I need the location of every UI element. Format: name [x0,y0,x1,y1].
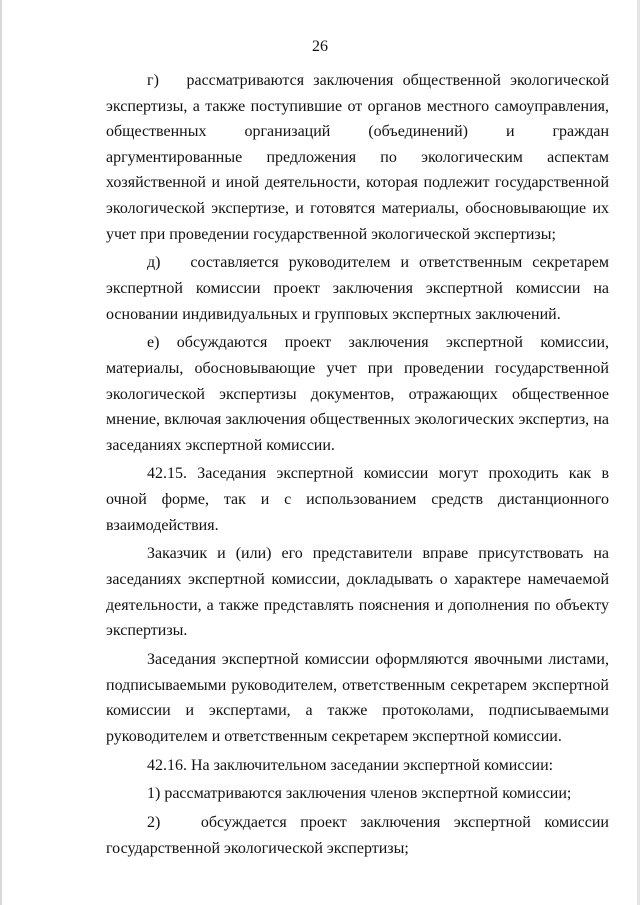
paragraph-item-1: 1) рассматриваются заключения членов экспертной комиссии; [147,785,572,803]
document-body [106,68,609,865]
paragraph-customer-presence: Заказчик и (или) его представители вправе присутствовать на заседаниях экспертной комиссии, докладывать о характере намечаемой деятельности, а также представлять пояснения и дополнения по объекту экспертизы. [106,545,609,640]
paragraph-meeting-records: Заседания экспертной комиссии оформляются явочными листами, подписываемыми руководителем, ответственным секретарем экспертной комиссии и экспертами, а также протоколами, подписываемыми руководителем и ответственным секретарем экспертной комиссии. [106,651,609,745]
paragraph-item-e: е) обсуждаются проект заключения экспертной комиссии, материалы, обосновывающие учет при проведении государственной экологической экспертизы документов, отражающих общественное мнение, включая заключения общественных экологических экспертиз, на заседаниях экспертной комиссии. [106,334,609,454]
scan-edge-left [0,0,2,905]
paragraph-clause-42-16: 42.16. На заключительном заседании экспертной комиссии: [147,756,554,774]
page-number: 26 [312,38,328,55]
paragraph-item-2: 2) обсуждается проект заключения экспертной комиссии государственной экологической экспертизы; [106,814,609,857]
paragraph-item-d: д) составляется руководителем и ответственным секретарем экспертной комиссии проект заключения экспертной комиссии на основании индивидуальных и групповых экспертных заключений. [106,254,609,323]
paragraph-clause-42-15: 42.15. Заседания экспертной комиссии могут проходить как в очной форме, так и с использованием средств дистанционного взаимодействия. [106,465,609,534]
paragraph-item-g: г) рассматриваются заключения общественной экологической экспертизы, а также поступившие от органов местного самоуправления, общественных организаций (объединений) и граждан аргументированные предложения по экологическим аспектам хозяйственной и иной деятельности, которая подлежит государственной экологической экспертизе, и готовятся материалы, обосновывающие их учет при проведении государственной экологической экспертизы; [106,72,609,243]
